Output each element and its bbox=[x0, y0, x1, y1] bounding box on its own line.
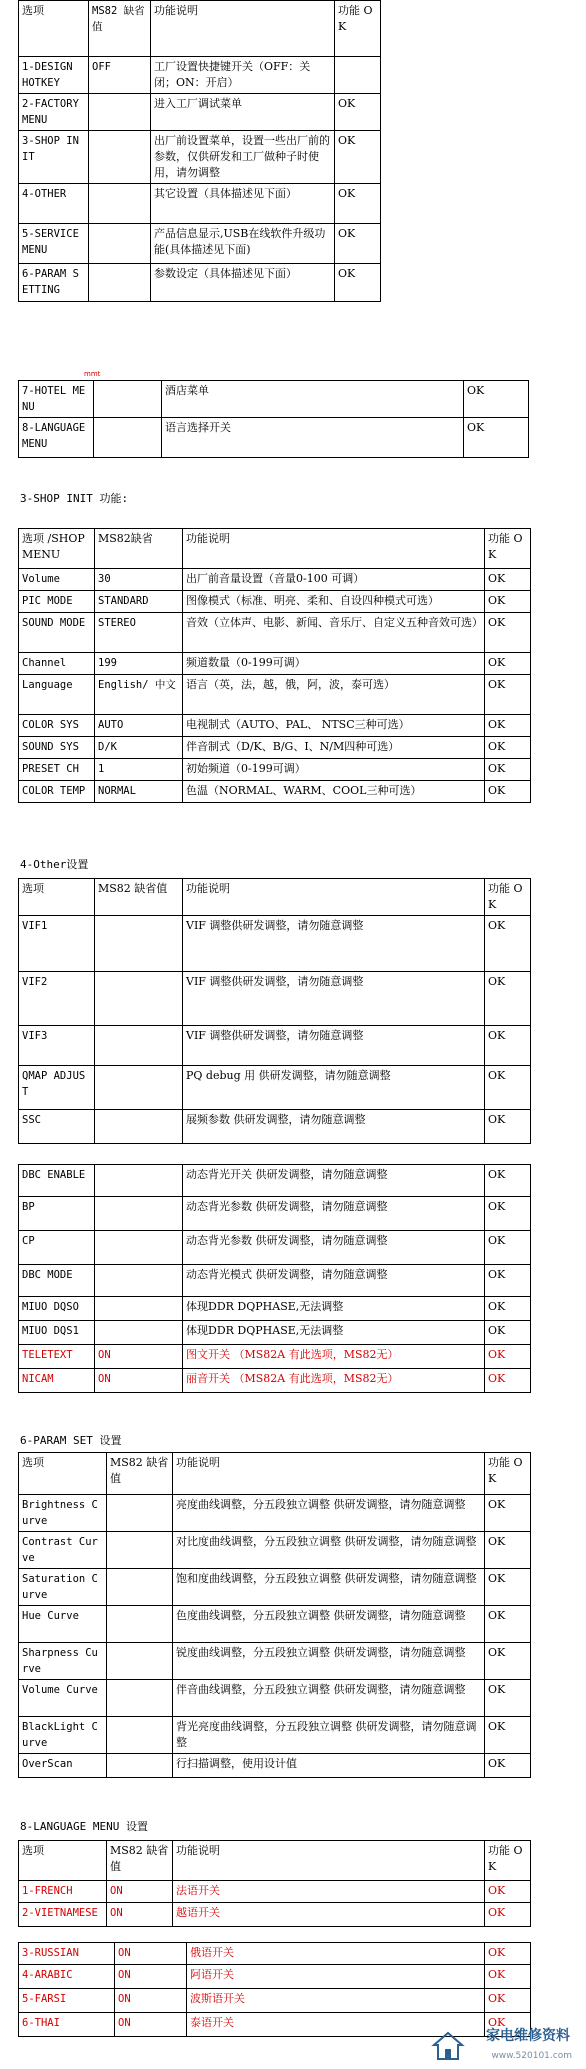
table-cell: OK bbox=[485, 2013, 531, 2037]
table-cell: VIF3 bbox=[19, 1026, 95, 1066]
table-cell: OK bbox=[485, 653, 531, 675]
table-row bbox=[19, 1943, 531, 1965]
table-cell bbox=[95, 1066, 183, 1110]
table-cell: 1-DESIGN HOTKEY bbox=[19, 57, 89, 94]
table-cell: OK bbox=[485, 1569, 531, 1606]
table-row bbox=[19, 381, 529, 418]
table-cell: Brightness Curve bbox=[19, 1495, 107, 1532]
table-cell bbox=[89, 264, 151, 302]
table-cell: 30 bbox=[95, 569, 183, 591]
table-body bbox=[19, 529, 531, 803]
table-cell: 俄语开关 bbox=[187, 1943, 485, 1965]
table-header-row bbox=[19, 879, 531, 916]
table-row bbox=[19, 1066, 531, 1110]
table-row bbox=[19, 591, 531, 613]
table-cell: PIC MODE bbox=[19, 591, 95, 613]
table-cell: OK bbox=[485, 1231, 531, 1265]
table-cell: ON bbox=[115, 1989, 187, 2013]
table-cell: OK bbox=[485, 972, 531, 1026]
table-row bbox=[19, 1754, 531, 1778]
table-header-row bbox=[19, 529, 531, 569]
table-cell: 199 bbox=[95, 653, 183, 675]
table-cell: 语言（英，法，越，俄，阿，波，泰可选） bbox=[183, 675, 485, 715]
table-cell: OK bbox=[485, 1717, 531, 1754]
table-row bbox=[19, 737, 531, 759]
table-body bbox=[19, 1453, 531, 1778]
table-cell: 图文开关 （MS82A 有此选项，MS82无） bbox=[183, 1345, 485, 1369]
table-cell: 图像模式（标准、明亮、柔和、自设四种模式可选） bbox=[183, 591, 485, 613]
table-row bbox=[19, 184, 381, 224]
table-cell: 动态背光模式 供研发调整，请勿随意调整 bbox=[183, 1265, 485, 1297]
table-cell: ON bbox=[95, 1369, 183, 1393]
table-cell: OverScan bbox=[19, 1754, 107, 1778]
table-cell: 体现DDR DQPHASE,无法调整 bbox=[183, 1297, 485, 1321]
table-cell: 饱和度曲线调整，分五段独立调整 供研发调整，请勿随意调整 bbox=[173, 1569, 485, 1606]
section-heading-language: 8-LANGUAGE MENU 设置 bbox=[20, 1820, 148, 1833]
table-cell: 音效（立体声、电影、新闻、音乐厅、自定义五种音效可选） bbox=[183, 613, 485, 653]
table-cell: OK bbox=[485, 1943, 531, 1965]
table-row bbox=[19, 94, 381, 131]
table-cell: 6-PARAM SETTING bbox=[19, 264, 89, 302]
table-cell: DBC MODE bbox=[19, 1265, 95, 1297]
table-cell bbox=[95, 1231, 183, 1265]
table-cell bbox=[107, 1495, 173, 1532]
table-row bbox=[19, 653, 531, 675]
table-row bbox=[19, 781, 531, 803]
table-cell: VIF1 bbox=[19, 916, 95, 972]
table-cell: OK bbox=[485, 1026, 531, 1066]
table-cell: 伴音制式（D/K、B/G、I、N/M四种可选） bbox=[183, 737, 485, 759]
table-cell: OK bbox=[485, 916, 531, 972]
table-row bbox=[19, 916, 531, 972]
table-cell: COLOR TEMP bbox=[19, 781, 95, 803]
table-row bbox=[19, 1231, 531, 1265]
table-cell: 进入工厂调试菜单 bbox=[151, 94, 335, 131]
table-header-row bbox=[19, 1453, 531, 1495]
table-row bbox=[19, 1717, 531, 1754]
table-cell: CP bbox=[19, 1231, 95, 1265]
table-cell: OK bbox=[485, 1265, 531, 1297]
table-row bbox=[19, 613, 531, 653]
table-menu-main bbox=[18, 0, 381, 302]
table-row bbox=[19, 715, 531, 737]
table-cell: NICAM bbox=[19, 1369, 95, 1393]
table-cell: 泰语开关 bbox=[187, 2013, 485, 2037]
table-cell: OK bbox=[485, 1197, 531, 1231]
table-row bbox=[19, 1495, 531, 1532]
table-cell: 功能 OK bbox=[335, 1, 381, 57]
logo-text: 家电维修资料 bbox=[486, 2028, 570, 2044]
table-row bbox=[19, 1297, 531, 1321]
table-cell: 行扫描调整，使用设计值 bbox=[173, 1754, 485, 1778]
table-row bbox=[19, 418, 529, 458]
table-row bbox=[19, 1643, 531, 1680]
table-cell: 动态背光参数 供研发调整，请勿随意调整 bbox=[183, 1197, 485, 1231]
table-cell: Volume bbox=[19, 569, 95, 591]
table-cell: OK bbox=[485, 1989, 531, 2013]
table-cell: MS82 缺省值 bbox=[89, 1, 151, 57]
table-cell: Volume Curve bbox=[19, 1680, 107, 1717]
table-cell: 选项 bbox=[19, 1453, 107, 1495]
table-cell bbox=[107, 1680, 173, 1717]
table-cell: MS82 缺省值 bbox=[95, 879, 183, 916]
table-cell: VIF 调整供研发调整，请勿随意调整 bbox=[183, 972, 485, 1026]
table-param bbox=[18, 1452, 531, 1778]
table-cell bbox=[107, 1532, 173, 1569]
table-cell: OK bbox=[485, 1606, 531, 1643]
table-cell: 6-THAI bbox=[19, 2013, 115, 2037]
table-cell: OK bbox=[485, 1754, 531, 1778]
table-cell: OK bbox=[485, 781, 531, 803]
table-cell: NORMAL bbox=[95, 781, 183, 803]
table-other-continued bbox=[18, 1164, 531, 1393]
table-cell: ON bbox=[95, 1345, 183, 1369]
table-cell: Sharpness Curve bbox=[19, 1643, 107, 1680]
table-cell bbox=[95, 1110, 183, 1144]
table-cell: OK bbox=[335, 94, 381, 131]
table-header-row bbox=[19, 1, 381, 57]
table-cell: 酒店菜单 bbox=[162, 381, 464, 418]
table-cell: Contrast Curve bbox=[19, 1532, 107, 1569]
table-cell: COLOR SYS bbox=[19, 715, 95, 737]
table-cell: 功能 OK bbox=[485, 1841, 531, 1881]
table-row bbox=[19, 57, 381, 94]
table-cell: 功能 OK bbox=[485, 1453, 531, 1495]
table-cell: OK bbox=[335, 264, 381, 302]
table-cell: OK bbox=[485, 1643, 531, 1680]
table-cell: 参数设定（具体描述见下面） bbox=[151, 264, 335, 302]
table-cell: 丽音开关 （MS82A 有此选项，MS82无） bbox=[183, 1369, 485, 1393]
table-cell: 选项 bbox=[19, 1841, 107, 1881]
table-cell bbox=[95, 1265, 183, 1297]
table-cell: OK bbox=[485, 1369, 531, 1393]
table-cell: 8-LANGUAGE MENU bbox=[19, 418, 94, 458]
table-cell: 对比度曲线调整，分五段独立调整 供研发调整，请勿随意调整 bbox=[173, 1532, 485, 1569]
table-cell: 初始频道（0-199可调） bbox=[183, 759, 485, 781]
table-cell: OK bbox=[464, 418, 529, 458]
table-cell: OK bbox=[485, 1110, 531, 1144]
table-row bbox=[19, 1680, 531, 1717]
table-cell bbox=[95, 1026, 183, 1066]
table-cell: BlackLight Curve bbox=[19, 1717, 107, 1754]
table-cell: 越语开关 bbox=[173, 1903, 485, 1927]
table-cell: VIF2 bbox=[19, 972, 95, 1026]
table-cell: 展频参数 供研发调整，请勿随意调整 bbox=[183, 1110, 485, 1144]
table-cell: TELETEXT bbox=[19, 1345, 95, 1369]
table-cell: 功能说明 bbox=[173, 1453, 485, 1495]
table-cell: Saturation Curve bbox=[19, 1569, 107, 1606]
table-cell: OFF bbox=[89, 57, 151, 94]
table-row bbox=[19, 1110, 531, 1144]
table-cell: 4-OTHER bbox=[19, 184, 89, 224]
table-row bbox=[19, 569, 531, 591]
table-shop-init bbox=[18, 528, 531, 803]
logo-url: www.520101.com bbox=[491, 2051, 572, 2061]
table-cell bbox=[107, 1606, 173, 1643]
table-cell: MS82缺省 bbox=[95, 529, 183, 569]
table-cell: MIUO DQSO bbox=[19, 1297, 95, 1321]
table-row bbox=[19, 675, 531, 715]
table-cell: 出厂前音量设置（音量0-100 可调） bbox=[183, 569, 485, 591]
table-cell: MS82 缺省值 bbox=[107, 1453, 173, 1495]
table-row bbox=[19, 131, 381, 184]
section-heading-other: 4-Other设置 bbox=[20, 858, 89, 871]
table-cell bbox=[94, 381, 162, 418]
table-cell bbox=[89, 224, 151, 264]
table-cell: DBC ENABLE bbox=[19, 1165, 95, 1197]
table-cell bbox=[95, 1297, 183, 1321]
table-row bbox=[19, 1345, 531, 1369]
table-cell: OK bbox=[485, 759, 531, 781]
table-row bbox=[19, 1881, 531, 1903]
table-row bbox=[19, 1569, 531, 1606]
table-row bbox=[19, 1606, 531, 1643]
table-cell: ON bbox=[107, 1903, 173, 1927]
table-cell: 1 bbox=[95, 759, 183, 781]
table-cell: 2-FACTORY MENU bbox=[19, 94, 89, 131]
table-cell: OK bbox=[485, 1532, 531, 1569]
table-cell: SOUND SYS bbox=[19, 737, 95, 759]
table-cell: 伴音曲线调整，分五段独立调整 供研发调整，请勿随意调整 bbox=[173, 1680, 485, 1717]
table-row bbox=[19, 1265, 531, 1297]
table-cell: OK bbox=[335, 224, 381, 264]
table-menu-extra bbox=[18, 380, 529, 458]
table-cell: 功能 OK bbox=[485, 529, 531, 569]
table-cell: 功能说明 bbox=[183, 879, 485, 916]
table-cell: OK bbox=[485, 1297, 531, 1321]
table-cell: 功能说明 bbox=[183, 529, 485, 569]
table-row bbox=[19, 1369, 531, 1393]
table-cell: 出厂前设置菜单，设置一些出厂前的参数，仅供研发和工厂做种子时使用，请勿调整 bbox=[151, 131, 335, 184]
table-cell: Channel bbox=[19, 653, 95, 675]
table-cell bbox=[95, 1165, 183, 1197]
table-cell: 锐度曲线调整，分五段独立调整 供研发调整，请勿随意调整 bbox=[173, 1643, 485, 1680]
table-cell: SOUND MODE bbox=[19, 613, 95, 653]
table-cell: OK bbox=[485, 1680, 531, 1717]
table-cell: 动态背光参数 供研发调整，请勿随意调整 bbox=[183, 1231, 485, 1265]
table-row bbox=[19, 264, 381, 302]
table-cell: OK bbox=[485, 675, 531, 715]
table-cell: OK bbox=[485, 1903, 531, 1927]
table-cell: MIUO DQS1 bbox=[19, 1321, 95, 1345]
table-cell: OK bbox=[485, 1881, 531, 1903]
table-cell: 频道数量（0-199可调） bbox=[183, 653, 485, 675]
table-row bbox=[19, 224, 381, 264]
table-cell: 其它设置（具体描述见下面） bbox=[151, 184, 335, 224]
table-body bbox=[19, 381, 529, 458]
table-cell: 选项 bbox=[19, 1, 89, 57]
table-cell: OK bbox=[485, 591, 531, 613]
table-cell: 阿语开关 bbox=[187, 1965, 485, 1989]
table-cell: 功能说明 bbox=[151, 1, 335, 57]
table-cell: ON bbox=[115, 1943, 187, 1965]
table-cell: 亮度曲线调整，分五段独立调整 供研发调整，请勿随意调整 bbox=[173, 1495, 485, 1532]
table-cell: OK bbox=[485, 569, 531, 591]
table-row bbox=[19, 1321, 531, 1345]
table-cell: Language bbox=[19, 675, 95, 715]
table-cell bbox=[107, 1717, 173, 1754]
table-cell: 色度曲线调整，分五段独立调整 供研发调整，请勿随意调整 bbox=[173, 1606, 485, 1643]
table-cell bbox=[95, 1197, 183, 1231]
table-cell: 色温（NORMAL、WARM、COOL三种可选） bbox=[183, 781, 485, 803]
table-cell: OK bbox=[485, 715, 531, 737]
table-language bbox=[18, 1840, 531, 1927]
table-cell: OK bbox=[485, 613, 531, 653]
table-cell: 5-FARSI bbox=[19, 1989, 115, 2013]
table-row bbox=[19, 1165, 531, 1197]
table-cell: Hue Curve bbox=[19, 1606, 107, 1643]
table-row bbox=[19, 1903, 531, 1927]
table-cell: OK bbox=[335, 184, 381, 224]
table-body bbox=[19, 1165, 531, 1393]
table-cell: ON bbox=[107, 1881, 173, 1903]
table-row bbox=[19, 1532, 531, 1569]
table-cell bbox=[335, 57, 381, 94]
table-cell: VIF 调整供研发调整，请勿随意调整 bbox=[183, 1026, 485, 1066]
section-heading-shop-init: 3-SHOP INIT 功能: bbox=[20, 492, 129, 505]
table-cell: OK bbox=[485, 1965, 531, 1989]
table-cell bbox=[95, 972, 183, 1026]
table-cell bbox=[89, 94, 151, 131]
table-cell: 1-FRENCH bbox=[19, 1881, 107, 1903]
table-other bbox=[18, 878, 531, 1144]
table-cell: 背光亮度曲线调整，分五段独立调整 供研发调整，请勿随意调整 bbox=[173, 1717, 485, 1754]
table-cell: PQ debug 用 供研发调整，请勿随意调整 bbox=[183, 1066, 485, 1110]
table-cell: ON bbox=[115, 2013, 187, 2037]
table-cell: 3-SHOP INIT bbox=[19, 131, 89, 184]
table-cell: 选项 /SHOP MENU bbox=[19, 529, 95, 569]
table-cell: OK bbox=[485, 1495, 531, 1532]
table-cell: D/K bbox=[95, 737, 183, 759]
table-cell bbox=[107, 1754, 173, 1778]
table-header-row bbox=[19, 1841, 531, 1881]
table-cell: 3-RUSSIAN bbox=[19, 1943, 115, 1965]
table-cell: 7-HOTEL MENU bbox=[19, 381, 94, 418]
table-cell bbox=[94, 418, 162, 458]
table-cell bbox=[107, 1643, 173, 1680]
table-cell: OK bbox=[485, 1321, 531, 1345]
table-cell: OK bbox=[485, 1345, 531, 1369]
table-cell: 5-SERVICE MENU bbox=[19, 224, 89, 264]
table-cell: STANDARD bbox=[95, 591, 183, 613]
table-cell: OK bbox=[335, 131, 381, 184]
table-cell bbox=[89, 184, 151, 224]
table-cell: 产品信息显示,USB在线软件升级功能(具体描述见下面) bbox=[151, 224, 335, 264]
table-cell: 功能 OK bbox=[485, 879, 531, 916]
table-body bbox=[19, 1, 381, 302]
section-heading-param: 6-PARAM SET 设置 bbox=[20, 1434, 122, 1447]
table-cell: OK bbox=[464, 381, 529, 418]
table-row bbox=[19, 1197, 531, 1231]
table-cell: STEREO bbox=[95, 613, 183, 653]
table-cell: 2-VIETNAMESE bbox=[19, 1903, 107, 1927]
table-cell: 电视制式（AUTO、PAL、 NTSC三种可选） bbox=[183, 715, 485, 737]
table-cell bbox=[95, 916, 183, 972]
table-cell: 语言选择开关 bbox=[162, 418, 464, 458]
table-cell: 4-ARABIC bbox=[19, 1965, 115, 1989]
table-cell: OK bbox=[485, 1165, 531, 1197]
table-row bbox=[19, 759, 531, 781]
table-cell bbox=[89, 131, 151, 184]
table-cell: VIF 调整供研发调整，请勿随意调整 bbox=[183, 916, 485, 972]
table-body bbox=[19, 879, 531, 1144]
red-mark: mmt bbox=[84, 370, 101, 378]
table-cell: MS82 缺省值 bbox=[107, 1841, 173, 1881]
table-row bbox=[19, 972, 531, 1026]
table-row bbox=[19, 1965, 531, 1989]
table-cell bbox=[107, 1569, 173, 1606]
table-cell: SSC bbox=[19, 1110, 95, 1144]
table-cell bbox=[95, 1321, 183, 1345]
table-cell: OK bbox=[485, 1066, 531, 1110]
table-cell: PRESET CH bbox=[19, 759, 95, 781]
table-cell: 工厂设置快捷键开关（OFF：关闭；ON：开启） bbox=[151, 57, 335, 94]
table-body bbox=[19, 1841, 531, 1927]
table-cell: 功能说明 bbox=[173, 1841, 485, 1881]
table-cell: 法语开关 bbox=[173, 1881, 485, 1903]
table-cell: 波斯语开关 bbox=[187, 1989, 485, 2013]
table-cell: QMAP ADJUST bbox=[19, 1066, 95, 1110]
table-cell: AUTO bbox=[95, 715, 183, 737]
table-cell: 选项 bbox=[19, 879, 95, 916]
table-cell: OK bbox=[485, 737, 531, 759]
table-cell: 动态背光开关 供研发调整，请勿随意调整 bbox=[183, 1165, 485, 1197]
table-cell: ON bbox=[115, 1965, 187, 1989]
table-cell: 体现DDR DQPHASE,无法调整 bbox=[183, 1321, 485, 1345]
table-cell: English/ 中文 bbox=[95, 675, 183, 715]
table-row bbox=[19, 1989, 531, 2013]
table-row bbox=[19, 1026, 531, 1066]
table-cell: BP bbox=[19, 1197, 95, 1231]
